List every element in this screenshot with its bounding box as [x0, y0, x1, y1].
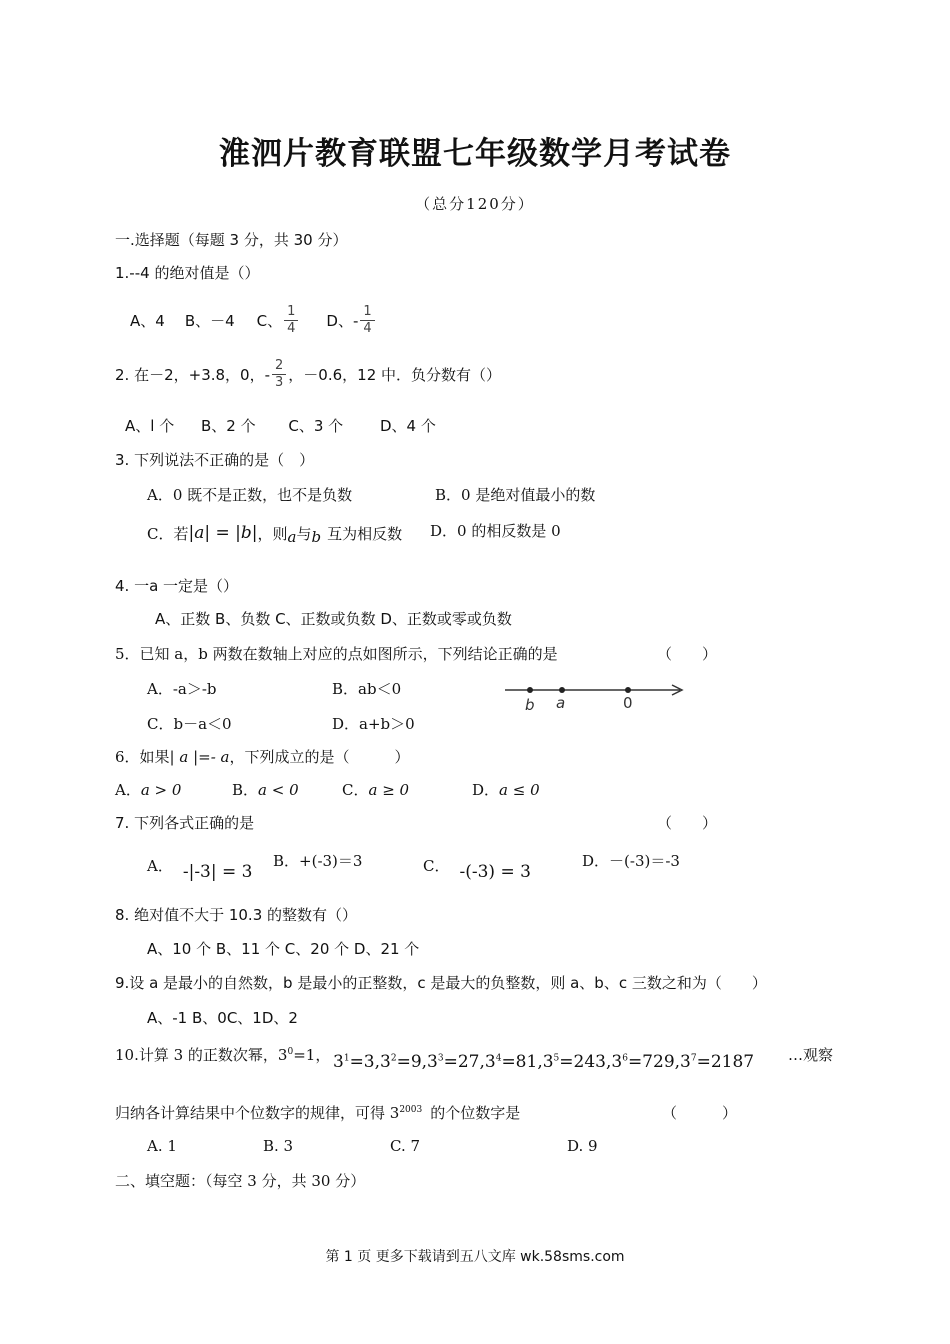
number-line [500, 676, 690, 716]
q1-fraction-d: $\frac{1}{4}$ [360, 304, 374, 337]
q7-stem: 7. 下列各式正确的是 [115, 814, 255, 832]
q10-line2: 归纳各计算结果中个位数字的规律，可得 $3^{2003}$ 的个位数字是 [115, 1104, 521, 1122]
q6-option-b: B．a < 0 [232, 781, 299, 799]
q7-option-b: B．+(-3)＝3 [273, 852, 363, 870]
q6-option-d: D．a ≤ 0 [472, 781, 540, 799]
page-footer: 第 1 页 更多下载请到五八文库 wk.58sms.com [325, 1249, 625, 1265]
q7-paren: （ ） [657, 814, 718, 832]
q6-option-a: A．a > 0 [115, 781, 182, 799]
q2-stem: 2. 在－2，+3.8，0，- $\frac{2}{3}$ ，－0.6，12 中．负分数有（） [115, 357, 502, 390]
page-title: 淮泗片教育联盟七年级数学月考试卷 [219, 136, 731, 172]
q10-paren: （ ） [662, 1104, 738, 1122]
total-score: （总分120分） [415, 195, 535, 213]
q1-stem: 1.--4 的绝对值是（） [115, 264, 260, 282]
q6-stem: 6．如果| a |=- a，下列成立的是（ ） [115, 748, 410, 766]
point-a [559, 687, 565, 693]
q3-option-d: D．0 的相反数是 0 [430, 522, 561, 540]
q9-stem: 9.设 a 是最小的自然数，b 是最小的正整数，c 是最大的负整数，则 a、b、c 三数之和为（ ） [115, 974, 767, 992]
q10-option-d: D. 9 [567, 1137, 598, 1155]
q3-stem: 3. 下列说法不正确的是（ ） [115, 451, 315, 469]
q5-option-a: A．-a＞-b [147, 680, 217, 698]
q5-stem: 5．已知 a，b 两数在数轴上对应的点如图所示，下列结论正确的是 [115, 645, 558, 663]
point-zero [625, 687, 631, 693]
q5-option-c: C．b－a＜0 [147, 715, 232, 733]
q10-option-a: A. 1 [147, 1137, 177, 1155]
q8-options: A、10 个 B、11 个 C、20 个 D、21 个 [147, 940, 420, 958]
q10-powers: $3^1=3,3^2=9,3^3=27,3^4=81,3^5=243,3^6=729,3^7=2187$ [333, 1052, 755, 1072]
q1-option-a: A、4 [130, 311, 165, 330]
q4-options: A、正数 B、负数 C、正数或负数 D、正数或零或负数 [155, 610, 512, 628]
point-b [527, 687, 533, 693]
label-a: a [556, 694, 566, 712]
label-zero: 0 [623, 694, 633, 712]
q7-option-d: D．－(-3)＝-3 [582, 852, 680, 870]
q7-option-c: C． -(-3) = 3 [423, 856, 531, 882]
q5-option-d: D．a+b＞0 [332, 715, 415, 733]
q3-abs-equation: |a| = |b| [188, 523, 258, 543]
q5-paren: （ ） [657, 645, 718, 663]
label-b: b [525, 696, 535, 714]
q10-option-b: B. 3 [263, 1137, 294, 1155]
q3-option-c: C．若 |a| = |b| ，则 a 与 b 互为相反数 [147, 523, 403, 546]
q3-option-a: A．0 既不是正数，也不是负数 [147, 486, 353, 504]
q1-option-b: B、－4 [184, 311, 235, 330]
q10-option-c: C. 7 [390, 1137, 421, 1155]
q7-option-a: A． -|-3| = 3 [147, 856, 253, 882]
q6-option-c: C．a ≥ 0 [342, 781, 410, 799]
q10-observe: …观察 [788, 1046, 834, 1064]
q1-options [130, 298, 377, 342]
q1-option-d: D、- [326, 311, 359, 330]
q10-stem: 10.计算 3 的正数次幂，$3^0=1$， [115, 1046, 331, 1064]
q9-options: A、-1 B、0C、1D、2 [147, 1009, 298, 1027]
q2-fraction: $\frac{2}{3}$ [272, 358, 286, 391]
q5-option-b: B．ab＜0 [332, 680, 402, 698]
section-2-heading: 二、填空题：（每空 3 分，共 30 分） [115, 1172, 366, 1190]
q4-stem: 4. 一a 一定是（） [115, 577, 239, 595]
q2-options: A、l 个 B、2 个 C、3 个 D、4 个 [125, 417, 436, 435]
q1-option-c: C、 [256, 311, 283, 330]
q8-stem: 8. 绝对值不大于 10.3 的整数有（） [115, 906, 358, 924]
section-1-heading: 一.选择题（每题 3 分，共 30 分） [115, 231, 348, 249]
q3-option-b: B．0 是绝对值最小的数 [435, 486, 596, 504]
q1-fraction-c: $\frac{1}{4}$ [284, 304, 298, 337]
